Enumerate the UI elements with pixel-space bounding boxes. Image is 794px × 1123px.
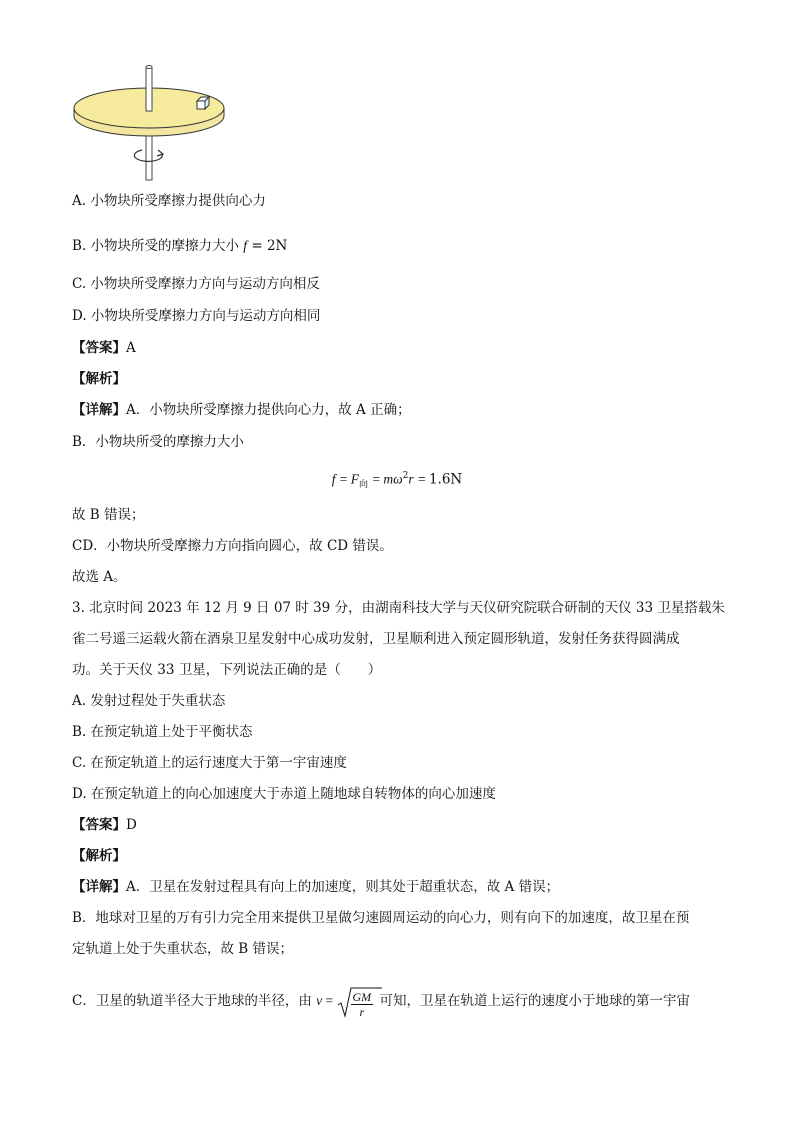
formula-value: 1.6N (428, 471, 463, 488)
q2-option-b-f: f (243, 238, 248, 253)
axle-upper (146, 67, 152, 111)
formula-r: r (408, 471, 414, 487)
q3-option-c: C. 在预定轨道上的运行速度大于第一宇宙速度 (72, 755, 347, 771)
q3-detail-b-line-2: 定轨道上处于失重状态，故 B 错误； (72, 941, 294, 957)
q3-sqrt-formula (337, 987, 372, 1019)
q2-option-d: D. 小物块所受摩擦力方向与运动方向相同 (72, 308, 321, 324)
q3-option-a: A. 发射过程处于失重状态 (72, 693, 226, 709)
q2-answer-label: 【答案】 (72, 340, 126, 356)
turntable-figure (70, 64, 230, 184)
q2-detail-b: B．小物块所受的摩擦力大小 (72, 434, 244, 450)
q3-stem-line-3: 功。关于天仪 33 卫星，下列说法正确的是（ ） (72, 662, 382, 678)
q2-option-b-value: = 2N (247, 238, 288, 254)
q3-detail-c-suffix: 可知，卫星在轨道上运行的速度小于地球的第一宇宙 (375, 993, 690, 1009)
q3-fraction (351, 990, 374, 1019)
q2-option-b (72, 236, 287, 256)
q3-stem-line-2: 雀二号遥三运载火箭在酒泉卫星发射中心成功发射，卫星顺利进入预定圆形轨道，发射任务获得圆满成 (72, 631, 680, 647)
q2-b-wrong: 故 B 错误； (72, 507, 145, 523)
q2-option-a: A. 小物块所受摩擦力提供向心力 (72, 193, 266, 209)
formula-m: m (383, 471, 394, 487)
formula-omega-sup: 2 (402, 471, 409, 481)
q2-cd-line: CD．小物块所受摩擦力方向指向圆心，故 CD 错误。 (72, 538, 393, 554)
q3-detail-c: C．卫星的轨道半径大于地球的半径，由 v = $\frac{GM}{r}$ 可知，卫星在轨道上运行的速度小于地球的第一宇宙 (72, 984, 690, 1018)
q3-fraction-num: GM (352, 989, 372, 1004)
q2-detail-a (72, 400, 411, 420)
q2-friction-formula: $f = F_向 = m\omega^2r = 1.6N$ (331, 471, 463, 491)
q3-detail-label: 【详解】 (72, 879, 126, 895)
q3-answer-label: 【答案】 (72, 817, 126, 833)
q2-detail-label: 【详解】 (72, 402, 126, 418)
q3-answer (72, 815, 137, 835)
q2-choose: 故选 A。 (72, 569, 127, 585)
q3-detail-a (72, 877, 559, 897)
formula-omega: ω (393, 471, 403, 487)
q2-option-c: C. 小物块所受摩擦力方向与运动方向相反 (72, 276, 320, 292)
q3-analysis-label: 【解析】 (72, 848, 126, 864)
q3-detail-b-line-1: B．地球对卫星的万有引力完全用来提供卫星做匀速圆周运动的向心力，则有向下的加速度，故卫星在预 (72, 910, 690, 926)
formula-f: f (331, 471, 336, 487)
q2-answer (72, 338, 136, 358)
formula-F: F (350, 471, 360, 487)
q3-option-b: B. 在预定轨道上处于平衡状态 (72, 724, 253, 740)
small-block (197, 97, 209, 109)
q2-detail-a-text: A．小物块所受摩擦力提供向心力，故 A 正确； (126, 402, 411, 418)
formula-F-sub: 向 (359, 480, 369, 491)
q2-option-b-text: B. 小物块所受的摩擦力大小 (72, 238, 244, 254)
q3-answer-value: D (126, 817, 137, 833)
q3-formula-v: v (316, 993, 323, 1008)
q3-stem-line-1: 3. 北京时间 2023 年 12 月 9 日 07 时 39 分，由湖南科技大学与天仪研究院联合研制的天仪 33 卫星搭载朱 (72, 600, 725, 616)
q3-option-d: D. 在预定轨道上的向心加速度大于赤道上随地球自转物体的向心加速度 (72, 786, 496, 802)
q3-detail-c-prefix: C．卫星的轨道半径大于地球的半径，由 (72, 993, 312, 1009)
q3-detail-a-text: A．卫星在发射过程具有向上的加速度，则其处于超重状态，故 A 错误； (126, 879, 560, 895)
q2-analysis-label: 【解析】 (72, 371, 126, 387)
q3-fraction-den: r (359, 1004, 365, 1019)
q2-answer-value: A (126, 340, 136, 356)
